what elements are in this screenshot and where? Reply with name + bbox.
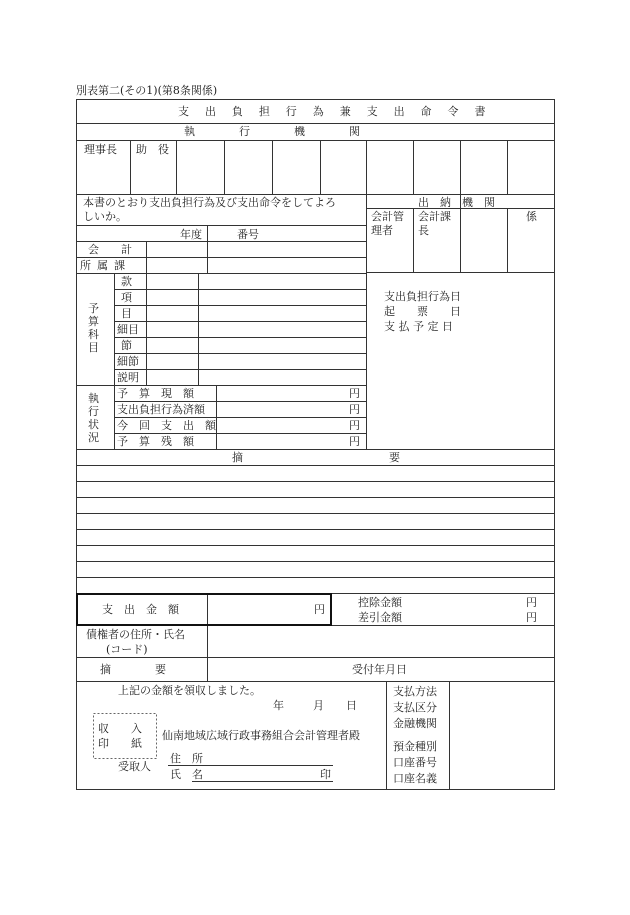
creditor-label: 債権者の住所・氏名 (86, 628, 185, 641)
execution-status-label: 執行状況 (88, 392, 99, 444)
form-title: 支出負担行為兼支出命令書 (178, 105, 502, 118)
deposit-type-label: 預金種別 (393, 740, 437, 753)
payment-method-label: 支払方法 (393, 685, 437, 698)
draft-date-label: 起 票 日 (384, 305, 461, 318)
addressee: 仙南地域広域行政事務組合会計管理者殿 (162, 729, 360, 742)
approver-chairman: 理事長 (84, 143, 117, 156)
revenue-stamp-label-1: 収 入 (98, 722, 142, 735)
accountant-label-1: 会計管 (371, 210, 404, 223)
yen-unit: 円 (526, 596, 537, 609)
number-label: 番号 (237, 228, 259, 241)
year-label: 年度 (180, 228, 202, 241)
budget-item-kou: 項 (121, 291, 132, 304)
budget-item-moku: 目 (121, 307, 132, 320)
status-committed: 支出負担行為済額 (117, 403, 205, 416)
seal-mark: 印 (320, 768, 331, 781)
summary2-label: 摘 要 (100, 663, 166, 676)
payment-category-label: 支払区分 (393, 701, 437, 714)
yen-unit: 円 (349, 419, 360, 432)
address-label: 住 所 (170, 752, 203, 765)
received-date-label: 受付年月日 (352, 663, 407, 676)
approval-statement-1: 本書のとおり支出負担行為及び支出命令をしてよろ (83, 196, 336, 209)
account-label: 会 計 (88, 243, 132, 256)
yen-unit: 円 (314, 603, 325, 616)
budget-item-saimoku: 細目 (117, 323, 139, 336)
treasury-header: 出 納 機 関 (418, 196, 495, 209)
department-label: 所属課 (80, 259, 132, 272)
approval-statement-2: しいか。 (83, 210, 127, 223)
yen-unit: 円 (349, 387, 360, 400)
bank-label: 金融機関 (393, 717, 437, 730)
deduction-label: 控除金額 (358, 596, 402, 609)
revenue-stamp-box (94, 714, 157, 759)
section-chief-label-1: 会計課 (418, 210, 451, 223)
budget-item-saisetsu: 細節 (117, 355, 139, 368)
accountant-label-2: 理者 (371, 224, 393, 237)
yen-unit: 円 (349, 403, 360, 416)
receipt-year: 年 (273, 699, 284, 712)
summary-header-left: 摘 (232, 451, 243, 464)
budget-item-setsumei: 説明 (117, 371, 139, 384)
form-caption: 別表第二(その1)(第8条関係) (76, 84, 218, 97)
status-this-payment: 今 回 支 出 額 (117, 419, 216, 432)
net-amount-label: 差引金額 (358, 611, 402, 624)
yen-unit: 円 (526, 611, 537, 624)
account-number-label: 口座番号 (393, 756, 437, 769)
yen-unit: 円 (349, 435, 360, 448)
commitment-date-label: 支出負担行為日 (384, 290, 461, 303)
revenue-stamp-label-2: 印 紙 (98, 737, 142, 750)
account-holder-label: 口座名義 (393, 772, 437, 785)
summary-header-right: 要 (389, 451, 400, 464)
receipt-month: 月 (313, 699, 324, 712)
receipt-statement: 上記の金額を領収しました。 (118, 684, 261, 697)
clerk-label: 係 (526, 210, 537, 223)
payment-amount-label: 支 出 金 額 (102, 603, 179, 616)
name-label: 氏 名 (170, 768, 203, 781)
budget-item-kan: 款 (121, 275, 132, 288)
execution-header: 執 行 機 関 (184, 125, 360, 138)
budget-item-label: 予算科目 (88, 302, 99, 354)
approver-deputy: 助 役 (136, 143, 169, 156)
receipt-day: 日 (346, 699, 357, 712)
budget-item-setsu: 節 (121, 339, 132, 352)
recipient-label: 受取人 (118, 760, 151, 773)
code-label: (コード) (106, 643, 148, 656)
section-chief-label-2: 長 (418, 224, 429, 237)
status-budget-current: 予 算 現 額 (117, 387, 194, 400)
payment-plan-date-label: 支 払 予 定 日 (384, 320, 453, 333)
status-remaining: 予 算 残 額 (117, 435, 194, 448)
